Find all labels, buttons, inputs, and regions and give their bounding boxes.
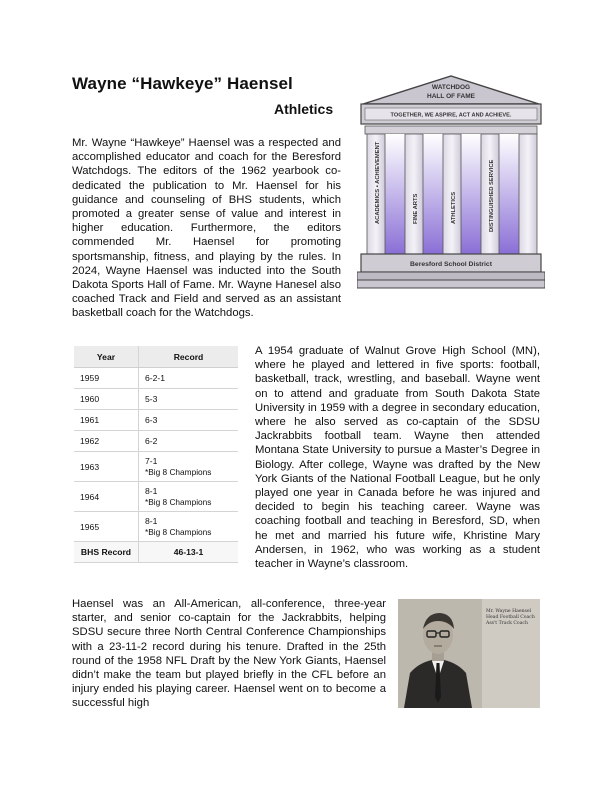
row-record: 6-2 [139, 431, 239, 452]
header-year: Year [74, 346, 139, 368]
row-year: 1965 [74, 512, 139, 542]
logo-district: Beresford School District [410, 261, 492, 268]
pillar-label-athletics: ATHLETICS [451, 191, 457, 224]
row-note: *Big 8 Champions [145, 467, 212, 477]
photo-caption [486, 609, 538, 627]
row-year: 1963 [74, 452, 139, 482]
hall-of-fame-logo [357, 74, 545, 296]
row-record: 8-1 [145, 516, 158, 526]
row-record: 5-3 [139, 389, 239, 410]
logo-motto: TOGETHER, WE ASPIRE, ACT AND ACHIEVE. [390, 112, 512, 119]
row-record-cell [139, 452, 239, 482]
header-record: Record [139, 346, 239, 368]
table-row [74, 389, 238, 410]
row-record: 7-1 [145, 456, 158, 466]
table-row [74, 368, 238, 389]
pillar-label-academics: ACADEMICS • ACHIEVEMENT [375, 141, 381, 224]
row-year: 1961 [74, 410, 139, 431]
row-record-cell [139, 482, 239, 512]
row-note: *Big 8 Champions [145, 527, 212, 537]
table-row [74, 452, 238, 482]
photo-caption-line1: Head Football Coach [486, 615, 535, 620]
row-record-cell [139, 512, 239, 542]
row-record: 8-1 [145, 486, 158, 496]
row-record: 6-2-1 [139, 368, 239, 389]
total-value: 46-13-1 [139, 542, 239, 563]
pillar-label-fine-arts: FINE ARTS [413, 193, 419, 224]
table-row [74, 482, 238, 512]
row-year: 1960 [74, 389, 139, 410]
table-row [74, 410, 238, 431]
row-note: *Big 8 Champions [145, 497, 212, 507]
row-year: 1959 [74, 368, 139, 389]
coaching-record-table [74, 346, 238, 563]
photo-caption-name: Mr. Wayne Haensel [486, 609, 532, 614]
row-year: 1962 [74, 431, 139, 452]
category-heading: Athletics [274, 101, 334, 117]
table-row [74, 512, 238, 542]
page-title: Wayne “Hawkeye” Haensel [72, 74, 293, 93]
pillar-end [519, 134, 537, 254]
logo-org-bottom: HALL OF FAME [427, 93, 475, 100]
logo-org-top: WATCHDOG [431, 84, 471, 91]
intro-paragraph: Mr. Wayne “Hawkeye” Haensel was a respected and accomplished educator and coach for the Beresford Watchdogs. The editors of the 1962 yearbook co-dedicated the publication to Mr. Haensel for his guidance and counseling of BHS students, which promoted a greater sense of value and interest in higher education. Furthermore, the editors commended Mr. Haensel for promoting sportsmanship, fitness, and playing by the rules. In 2024, Wayne Haensel was inducted into the South Dakota Sports Hall of Fame. Mr. Wayne Hanesel also coached Track and Field and served as an assistant basketball coach for the Watchdogs. [72, 137, 341, 320]
pillar-label-service: DISTINGUISHED SERVICE [489, 159, 495, 232]
yearbook-photo [398, 599, 540, 708]
row-year: 1964 [74, 482, 139, 512]
table-row [74, 431, 238, 452]
table-total-row [74, 542, 238, 563]
college-paragraph: Haensel was an All-American, all-conference, three-year starter, and senior co-captain for the Jackrabbits, helping SDSU secure three North Central Conference Championships with a 23-11-2 record during his tenure. Drafted in the 25th round of the 1958 NFL Draft by the New York Giants, Haensel didn’t make the team but played briefly in the CFL before an injury ended his playing career. Haensel went on to become a successful high [72, 598, 386, 710]
photo-caption-line2: Ass't Track Coach [486, 621, 528, 626]
row-record: 6-3 [139, 410, 239, 431]
biography-paragraph: A 1954 graduate of Walnut Grove High School (MN), where he played and lettered in five sports: football, basketball, track, wrestling, and baseball. Wayne went on to attend and graduate from South Dakota State University in 1959 with a degree in secondary education, where he also served as co-captain of the SDSU Jackrabbits football team. Wayne then attended Montana State University to pursue a Master’s Degree in Biology. After college, Wayne was drafted by the New York Giants of the National Football League, but he only played one year in Canada before he was injured and decided to begin his teaching career. Wayne was coaching football and teaching in Beresford, SD, when he met and married his future wife, Khristine Mary Andersen, in 1962, who was working as a student teacher in Wayne’s classroom. [255, 345, 540, 571]
table-header-row [74, 346, 238, 368]
total-label: BHS Record [74, 542, 139, 563]
